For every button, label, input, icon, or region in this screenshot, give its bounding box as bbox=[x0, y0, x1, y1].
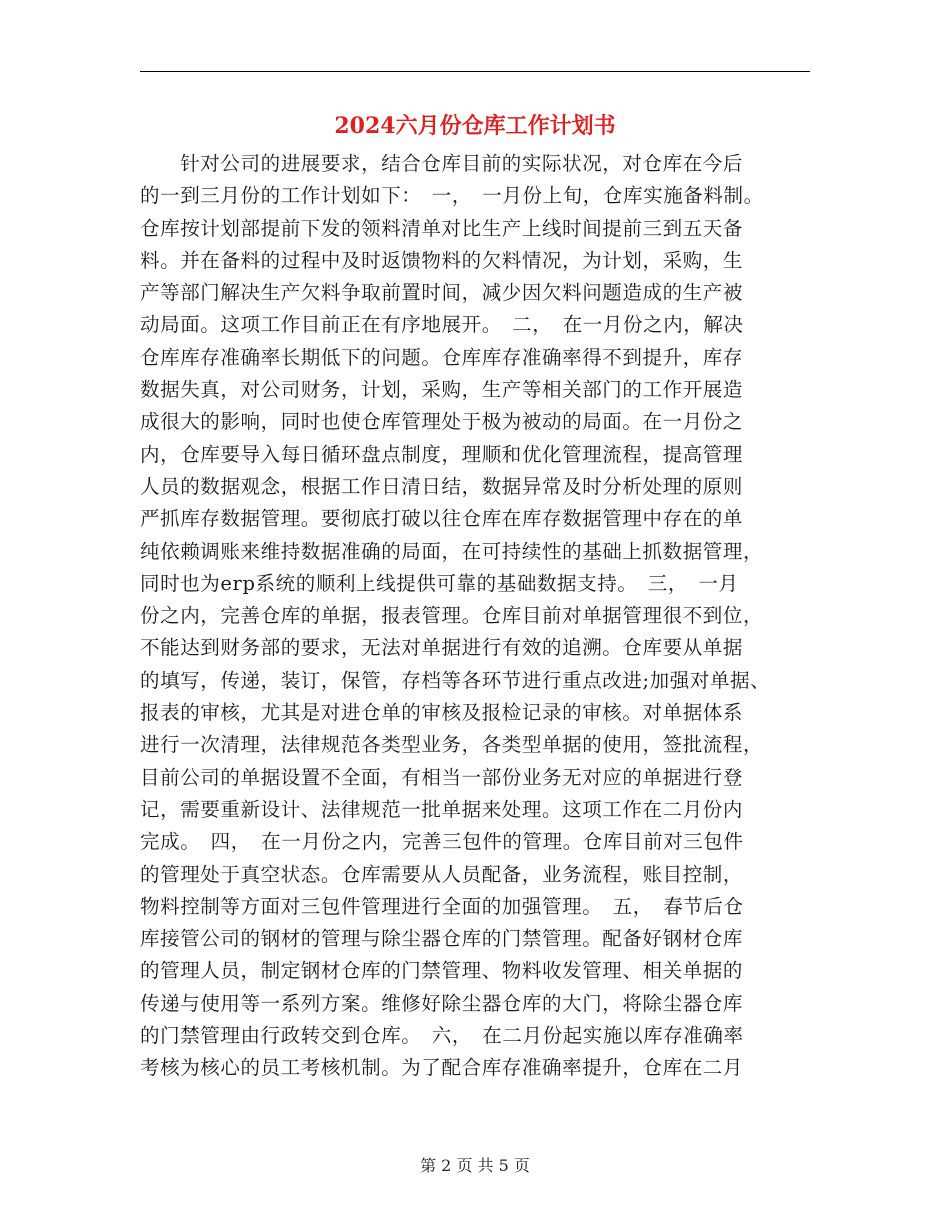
body-line: 进行一次清理，法律规范各类型业务，各类型单据的使用，签批流程， bbox=[140, 733, 764, 757]
body-line: 料。并在备料的过程中及时返馈物料的欠料情况，为计划，采购，生 bbox=[140, 248, 744, 272]
page-number-footer: 第 2 页 共 5 页 bbox=[420, 1156, 530, 1175]
body-line: 传递与使用等一系列方案。维修好除尘器仓库的大门，将除尘器仓库 bbox=[140, 991, 744, 1015]
body-line: 的门禁管理由行政转交到仓库。 六， 在二月份起实施以库存准确率 bbox=[140, 1024, 744, 1048]
body-line: 物料控制等方面对三包件管理进行全面的加强管理。 五， 春节后仓 bbox=[140, 894, 744, 918]
body-line: 份之内，完善仓库的单据，报表管理。仓库目前对单据管理很不到位， bbox=[140, 604, 764, 628]
document-body bbox=[140, 148, 820, 1085]
body-line: 记，需要重新设计、法律规范一批单据来处理。这项工作在二月份内 bbox=[140, 797, 744, 821]
body-line: 仓库按计划部提前下发的领料清单对比生产上线时间提前三到五天备 bbox=[140, 216, 744, 240]
body-line: 目前公司的单据设置不全面，有相当一部份业务无对应的单据进行登 bbox=[140, 765, 744, 789]
body-line: 产等部门解决生产欠料争取前置时间，减少因欠料问题造成的生产被 bbox=[140, 281, 744, 305]
document-title: 2024六月份仓库工作计划书 bbox=[334, 113, 616, 139]
body-line: 的管理处于真空状态。仓库需要从人员配备，业务流程，账目控制， bbox=[140, 862, 744, 886]
body-line: 报表的审核，尤其是对进仓单的审核及报检记录的审核。对单据体系 bbox=[140, 701, 744, 725]
body-line: 不能达到财务部的要求，无法对单据进行有效的追溯。仓库要从单据 bbox=[140, 636, 744, 660]
body-line: 人员的数据观念，根据工作日清日结，数据异常及时分析处理的原则 bbox=[140, 474, 744, 498]
body-line: 严抓库存数据管理。要彻底打破以往仓库在库存数据管理中存在的单 bbox=[140, 507, 744, 531]
body-line: 纯依赖调账来维持数据准确的局面，在可持续性的基础上抓数据管理， bbox=[140, 539, 764, 563]
body-line: 库接管公司的钢材的管理与除尘器仓库的门禁管理。配备好钢材仓库 bbox=[140, 927, 744, 951]
body-line: 内，仓库要导入每日循环盘点制度，理顺和优化管理流程，提高管理 bbox=[140, 442, 744, 466]
body-line: 成很大的影响，同时也使仓库管理处于极为被动的局面。在一月份之 bbox=[140, 410, 744, 434]
body-line: 针对公司的进展要求，结合仓库目前的实际状况，对仓库在今后 bbox=[140, 152, 744, 175]
body-line: 的一到三月份的工作计划如下： 一， 一月份上旬，仓库实施备料制。 bbox=[140, 184, 764, 208]
header-rule bbox=[140, 71, 810, 72]
body-line: 完成。 四， 在一月份之内，完善三包件的管理。仓库目前对三包件 bbox=[140, 830, 744, 854]
body-line: 数据失真，对公司财务，计划，采购，生产等相关部门的工作开展造 bbox=[140, 378, 744, 402]
body-line: 动局面。这项工作目前正在有序地展开。 二， 在一月份之内，解决 bbox=[140, 313, 744, 337]
body-line: 仓库库存准确率长期低下的问题。仓库库存准确率得不到提升，库存 bbox=[140, 345, 744, 369]
body-line: 的管理人员，制定钢材仓库的门禁管理、物料收发管理、相关单据的 bbox=[140, 959, 744, 983]
body-line: 考核为核心的员工考核机制。为了配合库存准确率提升，仓库在二月 bbox=[140, 1056, 744, 1080]
body-line: 同时也为erp系统的顺利上线提供可靠的基础数据支持。 三， 一月 bbox=[140, 571, 739, 595]
body-line: 的填写，传递，装订，保管，存档等各环节进行重点改进;加强对单据、 bbox=[140, 668, 771, 692]
